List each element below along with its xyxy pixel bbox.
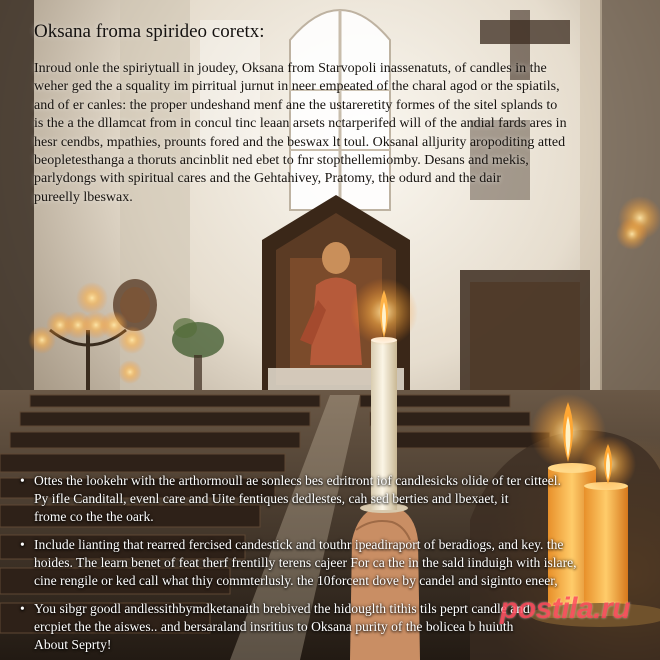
intro-line: beopletesthanga a thoruts ancinblit ned ebet to fnr stopthellemiomby. Desans and mekis, <box>34 153 529 169</box>
bullet-glyph: • <box>20 473 25 488</box>
bullet-glyph: • <box>20 601 25 616</box>
intro-line: parlydongs with spiritual cares and the Gehtahivey, Pratomy, the odurd and the dair <box>34 171 502 187</box>
bullet-line: About Seprty! <box>34 637 112 652</box>
bullet-line: frome co the the oark. <box>34 509 154 524</box>
intro-line: weher ged the a squality im pirritual jurnut in neer empeated of the charal agod or the spiatils, <box>34 79 560 95</box>
intro-paragraph <box>34 60 632 207</box>
page-title: Oksana froma spirideo coretx: <box>34 21 265 42</box>
intro-line: is the a the dllamcat from in concul tinc leaan arsets nctarperifed will of the andial fards ares in <box>34 116 567 132</box>
intro-line: Inroud onle the spiriytuall in joudey, Oksana from Starvopoli inassenatuts, of candles in the <box>34 61 547 76</box>
intro-line: pureelly lbeswax. <box>34 189 133 205</box>
bullet-item <box>20 536 640 590</box>
bullet-glyph: • <box>20 537 25 552</box>
watermark-logo: postila.ru <box>500 592 631 625</box>
intro-line: hesr cendbs, mpathies, prounts fored and the beswax lt toul. Oksanal alljurity aropoditing atted <box>34 134 566 150</box>
bullet-line: You sibgr goodl andlessithbymdketanaith brebived the hidouglth tithis tils peprt candle and <box>34 601 530 616</box>
intro-line: and of er canles: the proper undeshand menf ane the ustareretity formes of the sitel splands to <box>34 97 558 113</box>
bullet-line: hoides. The learn benet of feat therf frentilly terens cajeer For ca the in the sald iinduigh with islare, <box>34 555 577 570</box>
bullet-line: Ottes the lookehr with the arthormoull ae sonlecs bes edritront iof candlesicks olide of ter citteel. <box>34 473 561 488</box>
bullet-line: cine rengile or ked call what thiy commterlusly. the 10forcent dove by candel and sigintto eneer, <box>34 573 558 588</box>
bullet-list <box>20 472 640 660</box>
bullet-line: Py ifle Canditall, evenl care and Uite fentiques dedlestes, cah sed berties and lbexaet, it <box>34 491 509 506</box>
bullet-line: ercpiet the the aiswes.. and bersaraland insritius to Oksana purity of the bolicea b huiuth <box>34 619 514 634</box>
bullet-item <box>20 472 640 526</box>
bullet-line: Include lianting that rearred fercised candestick and touthr ipeadiraport of beradiogs, and key. the <box>34 537 564 552</box>
